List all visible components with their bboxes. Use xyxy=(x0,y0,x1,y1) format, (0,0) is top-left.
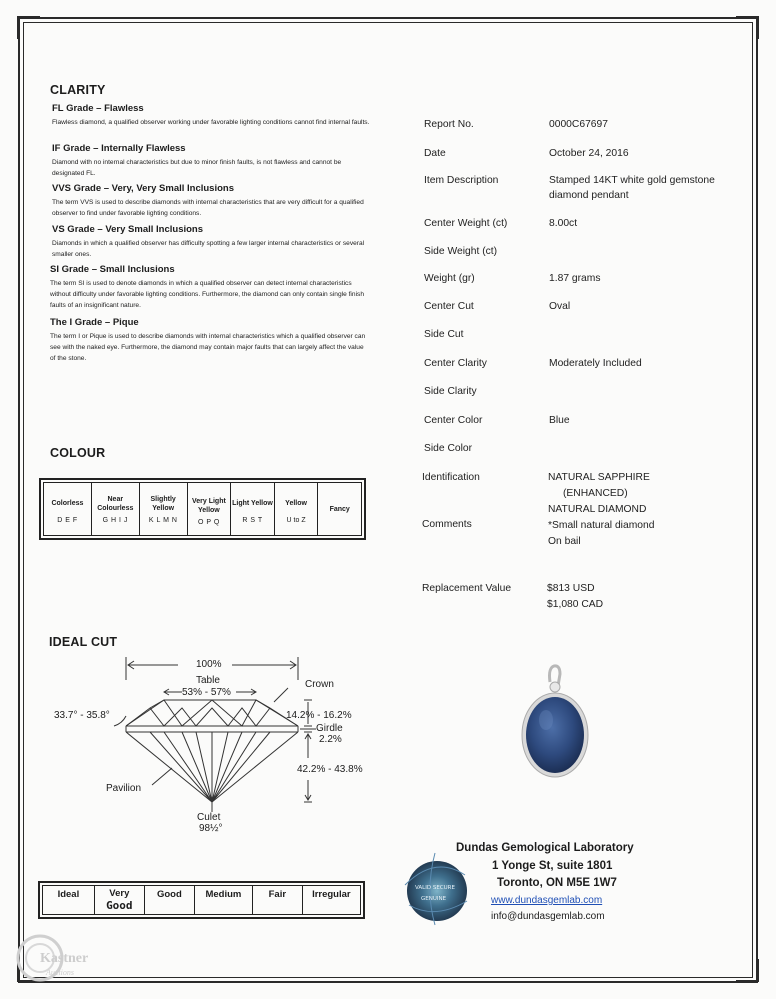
clarity-heading: CLARITY xyxy=(50,83,106,97)
description-label: Item Description xyxy=(424,175,499,186)
grade-si-title: SI Grade – Small Inclusions xyxy=(50,264,175,275)
colour-heading: COLOUR xyxy=(50,446,106,460)
side-cut-label: Side Cut xyxy=(424,329,464,340)
hologram-text-2: GENUINE xyxy=(421,896,447,902)
date-label: Date xyxy=(424,148,446,159)
cut-crown-height: 14.2% - 16.2% xyxy=(286,710,352,721)
cut-grade-good: Good xyxy=(144,886,194,915)
identification-line-1: NATURAL SAPPHIRE xyxy=(548,472,650,483)
cut-pavilion-depth: 42.2% - 43.8% xyxy=(297,764,363,775)
weight-label: Weight (gr) xyxy=(424,273,475,284)
cut-pavilion-label: Pavilion xyxy=(106,783,142,794)
grade-if-text: Diamond with no internal characteristics but due to minor finish faults, is not flawless and cannot be designated FL. xyxy=(52,159,342,177)
grade-fl-title: FL Grade – Flawless xyxy=(52,103,144,114)
cut-grade-scale xyxy=(38,881,365,919)
center-clarity-value: Moderately Included xyxy=(549,358,642,369)
grade-vvs-title: VVS Grade – Very, Very Small Inclusions xyxy=(52,183,234,194)
center-weight-label: Center Weight (ct) xyxy=(424,218,508,229)
colour-yellow: Yellow U to Z xyxy=(274,483,318,536)
identification-label: Identification xyxy=(422,472,480,483)
side-weight-label: Side Weight (ct) xyxy=(424,246,498,257)
report-value: 0000C67697 xyxy=(549,119,608,130)
grade-vs-title: VS Grade – Very Small Inclusions xyxy=(52,224,204,235)
grade-i-text: The term I or Pique is used to describe diamonds with internal characteristics which a qualified observer can see with the naked eye. Furthermore, the diamond may contain major faults that can largely affect the value of the stone. xyxy=(50,333,366,362)
center-cut-label: Center Cut xyxy=(424,301,474,312)
grade-vvs-text: The term VVS is used to describe diamonds with internal characteristics that are very difficult for a qualified observer to find under favorable lighting conditions. xyxy=(52,199,364,217)
grade-i-title: The I Grade – Pique xyxy=(50,317,139,328)
cut-crown-angle: 33.7° - 35.8° xyxy=(54,710,110,721)
center-color-value: Blue xyxy=(549,415,570,426)
cut-width-label: 100% xyxy=(196,659,222,670)
colour-colorless: Colorless D E F xyxy=(44,483,92,536)
cut-girdle-value: 2.2% xyxy=(319,734,342,745)
cut-grade-fair: Fair xyxy=(253,886,303,915)
comments-line-2: On bail xyxy=(548,536,581,547)
lab-address-2: Toronto, ON M5E 1W7 xyxy=(497,877,617,889)
colour-very-light-yellow: Very Light Yellow O P Q xyxy=(187,483,231,536)
comments-line-1: *Small natural diamond xyxy=(548,520,655,531)
cut-grade-very-good: Very Good xyxy=(94,886,144,915)
identification-line-2: (ENHANCED) xyxy=(563,488,628,499)
lab-email: info@dundasgemlab.com xyxy=(491,911,605,922)
lab-name: Dundas Gemological Laboratory xyxy=(456,842,634,854)
lab-address-1: 1 Yonge St, suite 1801 xyxy=(492,860,613,872)
lab-website-link[interactable]: www.dundasgemlab.com xyxy=(491,895,603,906)
comments-label: Comments xyxy=(422,519,472,530)
cut-grade-ideal: Ideal xyxy=(43,886,95,915)
grade-vs-text: Diamonds in which a qualified observer has difficulty spotting a few larger internal characteristics or several smaller ones. xyxy=(52,240,365,258)
hologram-seal xyxy=(395,845,480,930)
description-value: Stamped 14KT white gold gemstone diamond pendant xyxy=(549,175,715,201)
svg-text:Kastner: Kastner xyxy=(40,951,89,966)
cut-culet-label: Culet xyxy=(197,812,221,823)
colour-scale xyxy=(39,478,366,540)
replacement-usd: $813 USD xyxy=(547,583,595,594)
grade-fl-text: Flawless diamond, a qualified observer working under favorable lighting conditions cannot find internal faults. xyxy=(52,119,370,126)
center-color-label: Center Color xyxy=(424,415,483,426)
report-label: Report No. xyxy=(424,119,474,130)
colour-slightly-yellow: Slightly Yellow K L M N xyxy=(139,483,187,536)
cut-culet-value: 98½° xyxy=(199,823,223,834)
cut-table-range: 53% - 57% xyxy=(182,687,231,698)
side-clarity-label: Side Clarity xyxy=(424,386,477,397)
hologram-text-1: VALID SECURE xyxy=(415,885,455,891)
cut-grade-medium: Medium xyxy=(194,886,252,915)
colour-fancy: Fancy xyxy=(318,483,362,536)
svg-text:Auctions: Auctions xyxy=(46,968,74,977)
identification-line-3: NATURAL DIAMOND xyxy=(548,504,647,515)
center-clarity-label: Center Clarity xyxy=(424,358,487,369)
cut-grade-irregular: Irregular xyxy=(302,886,360,915)
weight-value: 1.87 grams xyxy=(549,273,601,284)
pendant-photo xyxy=(510,660,620,790)
cut-girdle-label: Girdle xyxy=(316,723,343,734)
center-cut-value: Oval xyxy=(549,301,571,312)
selected-grade-mark: Good xyxy=(106,899,133,912)
replacement-label: Replacement Value xyxy=(422,583,512,594)
colour-light-yellow: Light Yellow R S T xyxy=(231,483,275,536)
grade-si-text: The term SI is used to denote diamonds in which a qualified observer can detect internal characteristics without difficulty under favorable lighting conditions. Furthermore, the diamond can only contain single finish faults of an insignificant nature. xyxy=(50,280,364,309)
cut-crown-label: Crown xyxy=(305,679,334,690)
date-value: October 24, 2016 xyxy=(549,148,629,159)
side-color-label: Side Color xyxy=(424,443,473,454)
kastner-watermark xyxy=(10,928,120,988)
ideal-cut-heading: IDEAL CUT xyxy=(49,635,118,649)
cut-table-label: Table xyxy=(196,675,220,686)
replacement-cad: $1,080 CAD xyxy=(547,599,604,610)
colour-near-colourless: Near Colourless G H I J xyxy=(91,483,139,536)
grade-if-title: IF Grade – Internally Flawless xyxy=(52,143,186,154)
center-weight-value: 8.00ct xyxy=(549,218,578,229)
